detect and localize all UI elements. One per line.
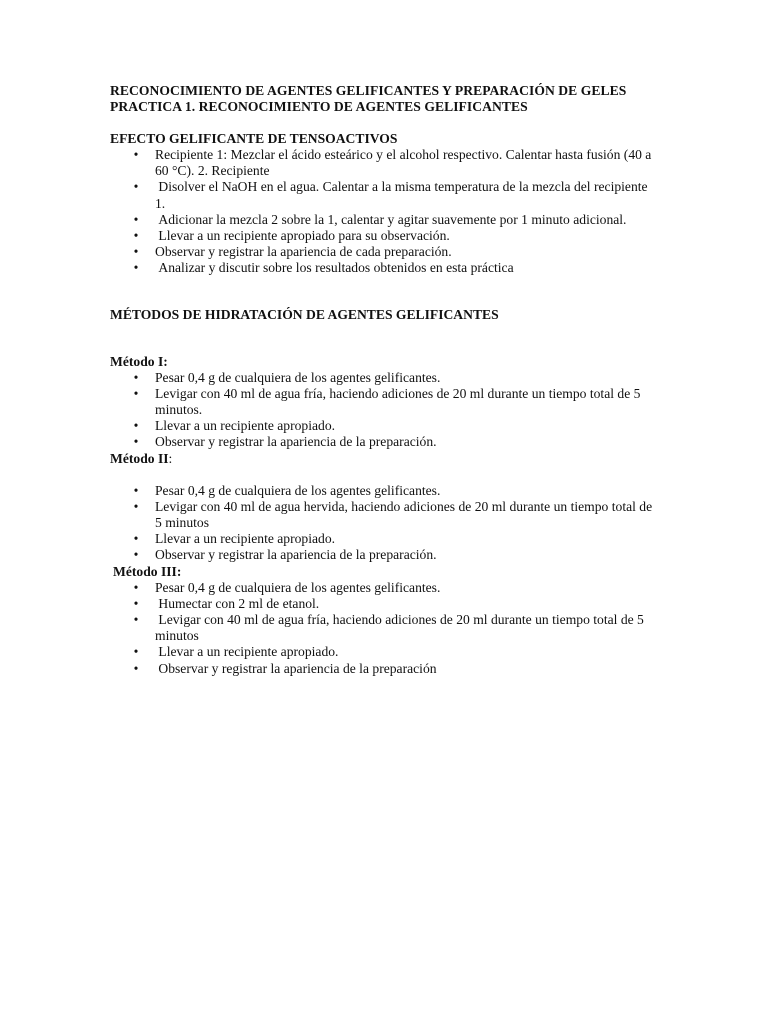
tensoactivos-steps-list (110, 147, 660, 277)
bullet-icon: • (133, 385, 139, 401)
list-item (110, 228, 660, 244)
method-1-label: Método I: (110, 353, 168, 369)
list-item (110, 434, 660, 450)
section-heading-tensoactivos: EFECTO GELIFICANTE DE TENSOACTIVOS (110, 131, 398, 146)
bullet-icon: • (133, 434, 139, 450)
bullet-icon: • (133, 547, 139, 563)
bullet-icon: • (133, 260, 139, 276)
list-item-text: Observar y registrar la apariencia de la preparación. (155, 434, 437, 450)
list-item-text: Llevar a un recipiente apropiado. (155, 418, 336, 434)
list-item-text: Llevar a un recipiente apropiado. (155, 531, 336, 547)
bullet-icon: • (133, 369, 139, 385)
list-item-text: Levigar con 40 ml de agua fría, haciendo adiciones de 20 ml durante un tiempo total de 5 minutos. (155, 385, 641, 418)
list-item (110, 147, 660, 179)
list-item-text: Pesar 0,4 g de cualquiera de los agentes gelificantes. (155, 482, 441, 498)
list-item-text: Pesar 0,4 g de cualquiera de los agentes gelificantes. (155, 579, 441, 595)
list-item (110, 244, 660, 260)
bullet-icon: • (133, 595, 139, 611)
document-content (110, 83, 660, 677)
list-item (110, 499, 660, 531)
document-title-line-2: PRACTICA 1. RECONOCIMIENTO DE AGENTES GELIFICANTES (110, 99, 528, 114)
bullet-icon: • (133, 179, 139, 195)
bullet-icon: • (133, 228, 139, 244)
list-item-text: Humectar con 2 ml de etanol. (155, 595, 320, 611)
list-item-text: Llevar a un recipiente apropiado. (155, 644, 339, 660)
method-3-label: Método III: (113, 563, 182, 579)
list-item (110, 179, 660, 211)
document-title-line-1: RECONOCIMIENTO DE AGENTES GELIFICANTES Y PREPARACIÓN DE GELES (110, 83, 627, 98)
list-item-text: Levigar con 40 ml de agua hervida, haciendo adiciones de 20 ml durante un tiempo total de 5 minutos (155, 498, 653, 531)
list-item-text: Levigar con 40 ml de agua fría, haciendo adiciones de 20 ml durante un tiempo total de 5 minutos (155, 612, 648, 644)
bullet-icon: • (133, 498, 139, 514)
list-item (110, 596, 660, 612)
list-item (110, 644, 660, 660)
list-item-text: Observar y registrar la apariencia de cada preparación. (155, 244, 452, 260)
list-item (110, 260, 660, 276)
list-item-text: Observar y registrar la apariencia de la preparación (155, 660, 437, 676)
list-item (110, 661, 660, 677)
list-item (110, 483, 660, 499)
bullet-icon: • (133, 612, 139, 628)
bullet-icon: • (133, 660, 139, 676)
list-item-text: Disolver el NaOH en el agua. Calentar a la misma temperatura de la mezcla del recipiente 1. (155, 179, 651, 211)
method-2-label (110, 451, 660, 467)
method-3-steps-list (110, 580, 660, 677)
list-item (110, 386, 660, 418)
list-item (110, 612, 660, 644)
list-item (110, 580, 660, 596)
bullet-icon: • (133, 482, 139, 498)
list-item (110, 547, 660, 563)
list-item (110, 212, 660, 228)
bullet-icon: • (133, 644, 139, 660)
method-2-steps-list (110, 483, 660, 564)
list-item (110, 531, 660, 547)
bullet-icon: • (133, 244, 139, 260)
bullet-icon: • (133, 579, 139, 595)
list-item-text: Pesar 0,4 g de cualquiera de los agentes gelificantes. (155, 369, 441, 385)
list-item-text: Analizar y discutir sobre los resultados obtenidos en esta práctica (155, 260, 514, 276)
method-2-label-text: Método II (110, 450, 169, 466)
section-heading-hidratacion: MÉTODOS DE HIDRATACIÓN DE AGENTES GELIFICANTES (110, 306, 499, 322)
list-item (110, 418, 660, 434)
bullet-icon: • (133, 211, 139, 227)
bullet-icon: • (133, 531, 139, 547)
list-item-text: Adicionar la mezcla 2 sobre la 1, calentar y agitar suavemente por 1 minuto adicional. (155, 211, 627, 227)
list-item (110, 370, 660, 386)
list-item-text: Llevar a un recipiente apropiado para su observación. (155, 228, 450, 244)
list-item-text: Recipiente 1: Mezclar el ácido esteárico y el alcohol respectivo. Calentar hasta fusión (40 a 60 °C). 2. Recipiente (155, 147, 652, 179)
method-2-label-colon: : (168, 450, 173, 466)
list-item-text: Observar y registrar la apariencia de la preparación. (155, 547, 437, 563)
method-1-steps-list (110, 370, 660, 451)
bullet-icon: • (133, 147, 139, 162)
bullet-icon: • (133, 418, 139, 434)
